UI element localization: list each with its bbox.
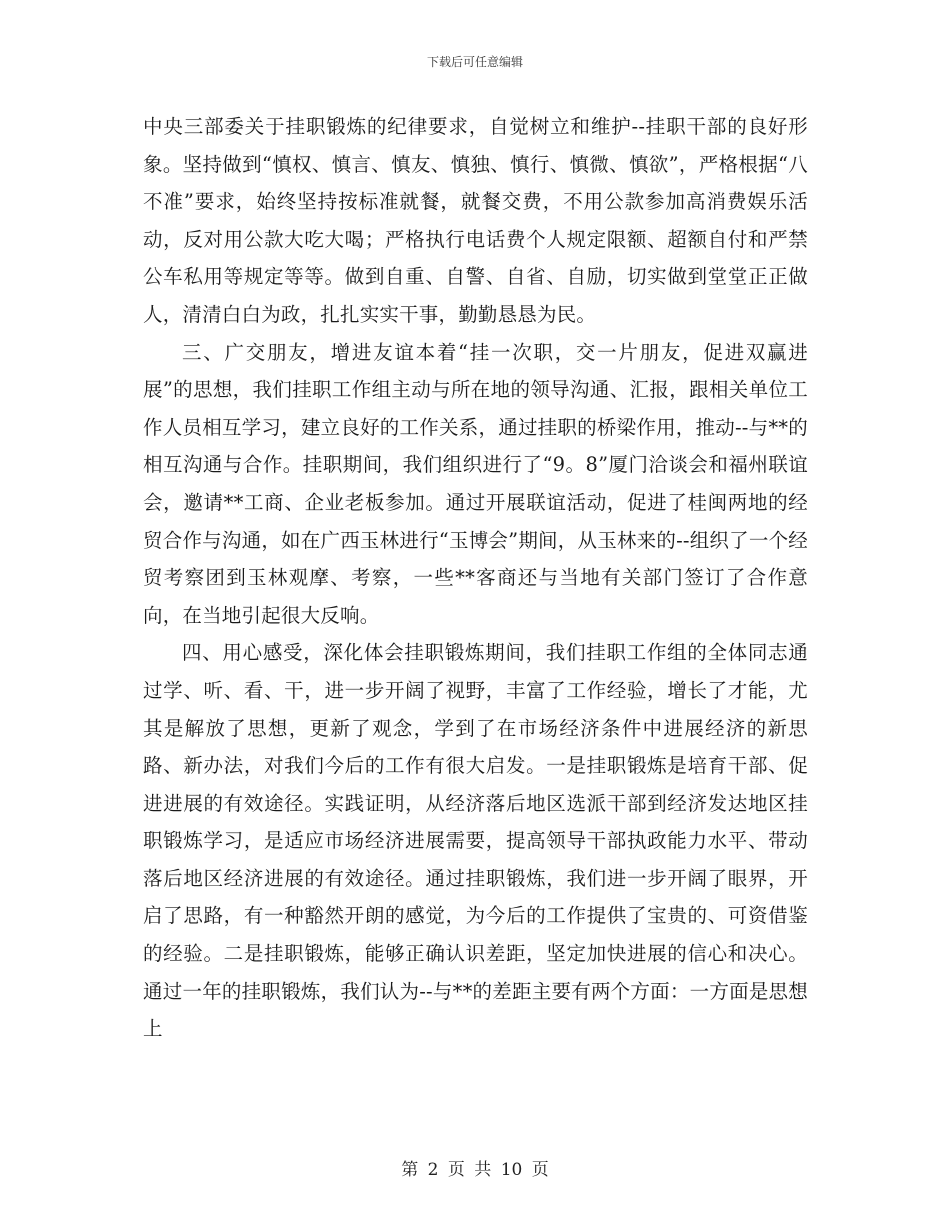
page-footer: 第 2 页 共 10 页 (401, 1160, 549, 1180)
document-body (143, 108, 808, 1048)
page-header: 下载后可任意编辑 (426, 55, 523, 69)
paragraph-experience: 四、用心感受，深化体会挂职锻炼期间，我们挂职工作组的全体同志通过学、听、看、干，进一步开阔了视野，丰富了工作经验，增长了才能，尤其是解放了思想，更新了观念，学到了在市场经济条件中进展经济的新思路、新办法，对我们今后的工作有很大启发。一是挂职锻炼是培育干部、促进进展的有效途径。实践证明，从经济落后地区选派干部到经济发达地区挂职锻炼学习，是适应市场经济进展需要，提高领导干部执政能力水平、带动落后地区经济进展的有效途径。通过挂职锻炼，我们进一步开阔了眼界，开启了思路，有一种豁然开朗的感觉，为今后的工作提供了宝贵的、可资借鉴的经验。二是挂职锻炼，能够正确认识差距，坚定加快进展的信心和决心。通过一年的挂职锻炼，我们认为--与**的差距主要有两个方面：一方面是思想上 (143, 641, 808, 1041)
paragraph-discipline: 中央三部委关于挂职锻炼的纪律要求，自觉树立和维护--挂职干部的良好形象。坚持做到“慎权、慎言、慎友、慎独、慎行、慎微、慎欲”，严格根据“八不准”要求，始终坚持按标准就餐，就餐交费，不用公款参加高消费娱乐活动，反对用公款大吃大喝；严格执行电话费个人规定限额、超额自付和严禁公车私用等规定等等。做到自重、自警、自省、自励，切实做到堂堂正正做人，清清白白为政，扎扎实实干事，勤勤恳恳为民。 (143, 115, 808, 326)
paragraph-friendship: 三、广交朋友，增进友谊本着“挂一次职，交一片朋友，促进双赢进展”的思想，我们挂职工作组主动与所在地的领导沟通、汇报，跟相关单位工作人员相互学习，建立良好的工作关系，通过挂职的桥梁作用，推动--与**的相互沟通与合作。挂职期间，我们组织进行了“9。8”厦门洽谈会和福州联谊会，邀请**工商、企业老板参加。通过开展联谊活动，促进了桂闽两地的经贸合作与沟通，如在广西玉林进行“玉博会”期间，从玉林来的--组织了一个经贸考察团到玉林观摩、考察，一些**客商还与当地有关部门签订了合作意向，在当地引起很大反响。 (143, 340, 808, 627)
